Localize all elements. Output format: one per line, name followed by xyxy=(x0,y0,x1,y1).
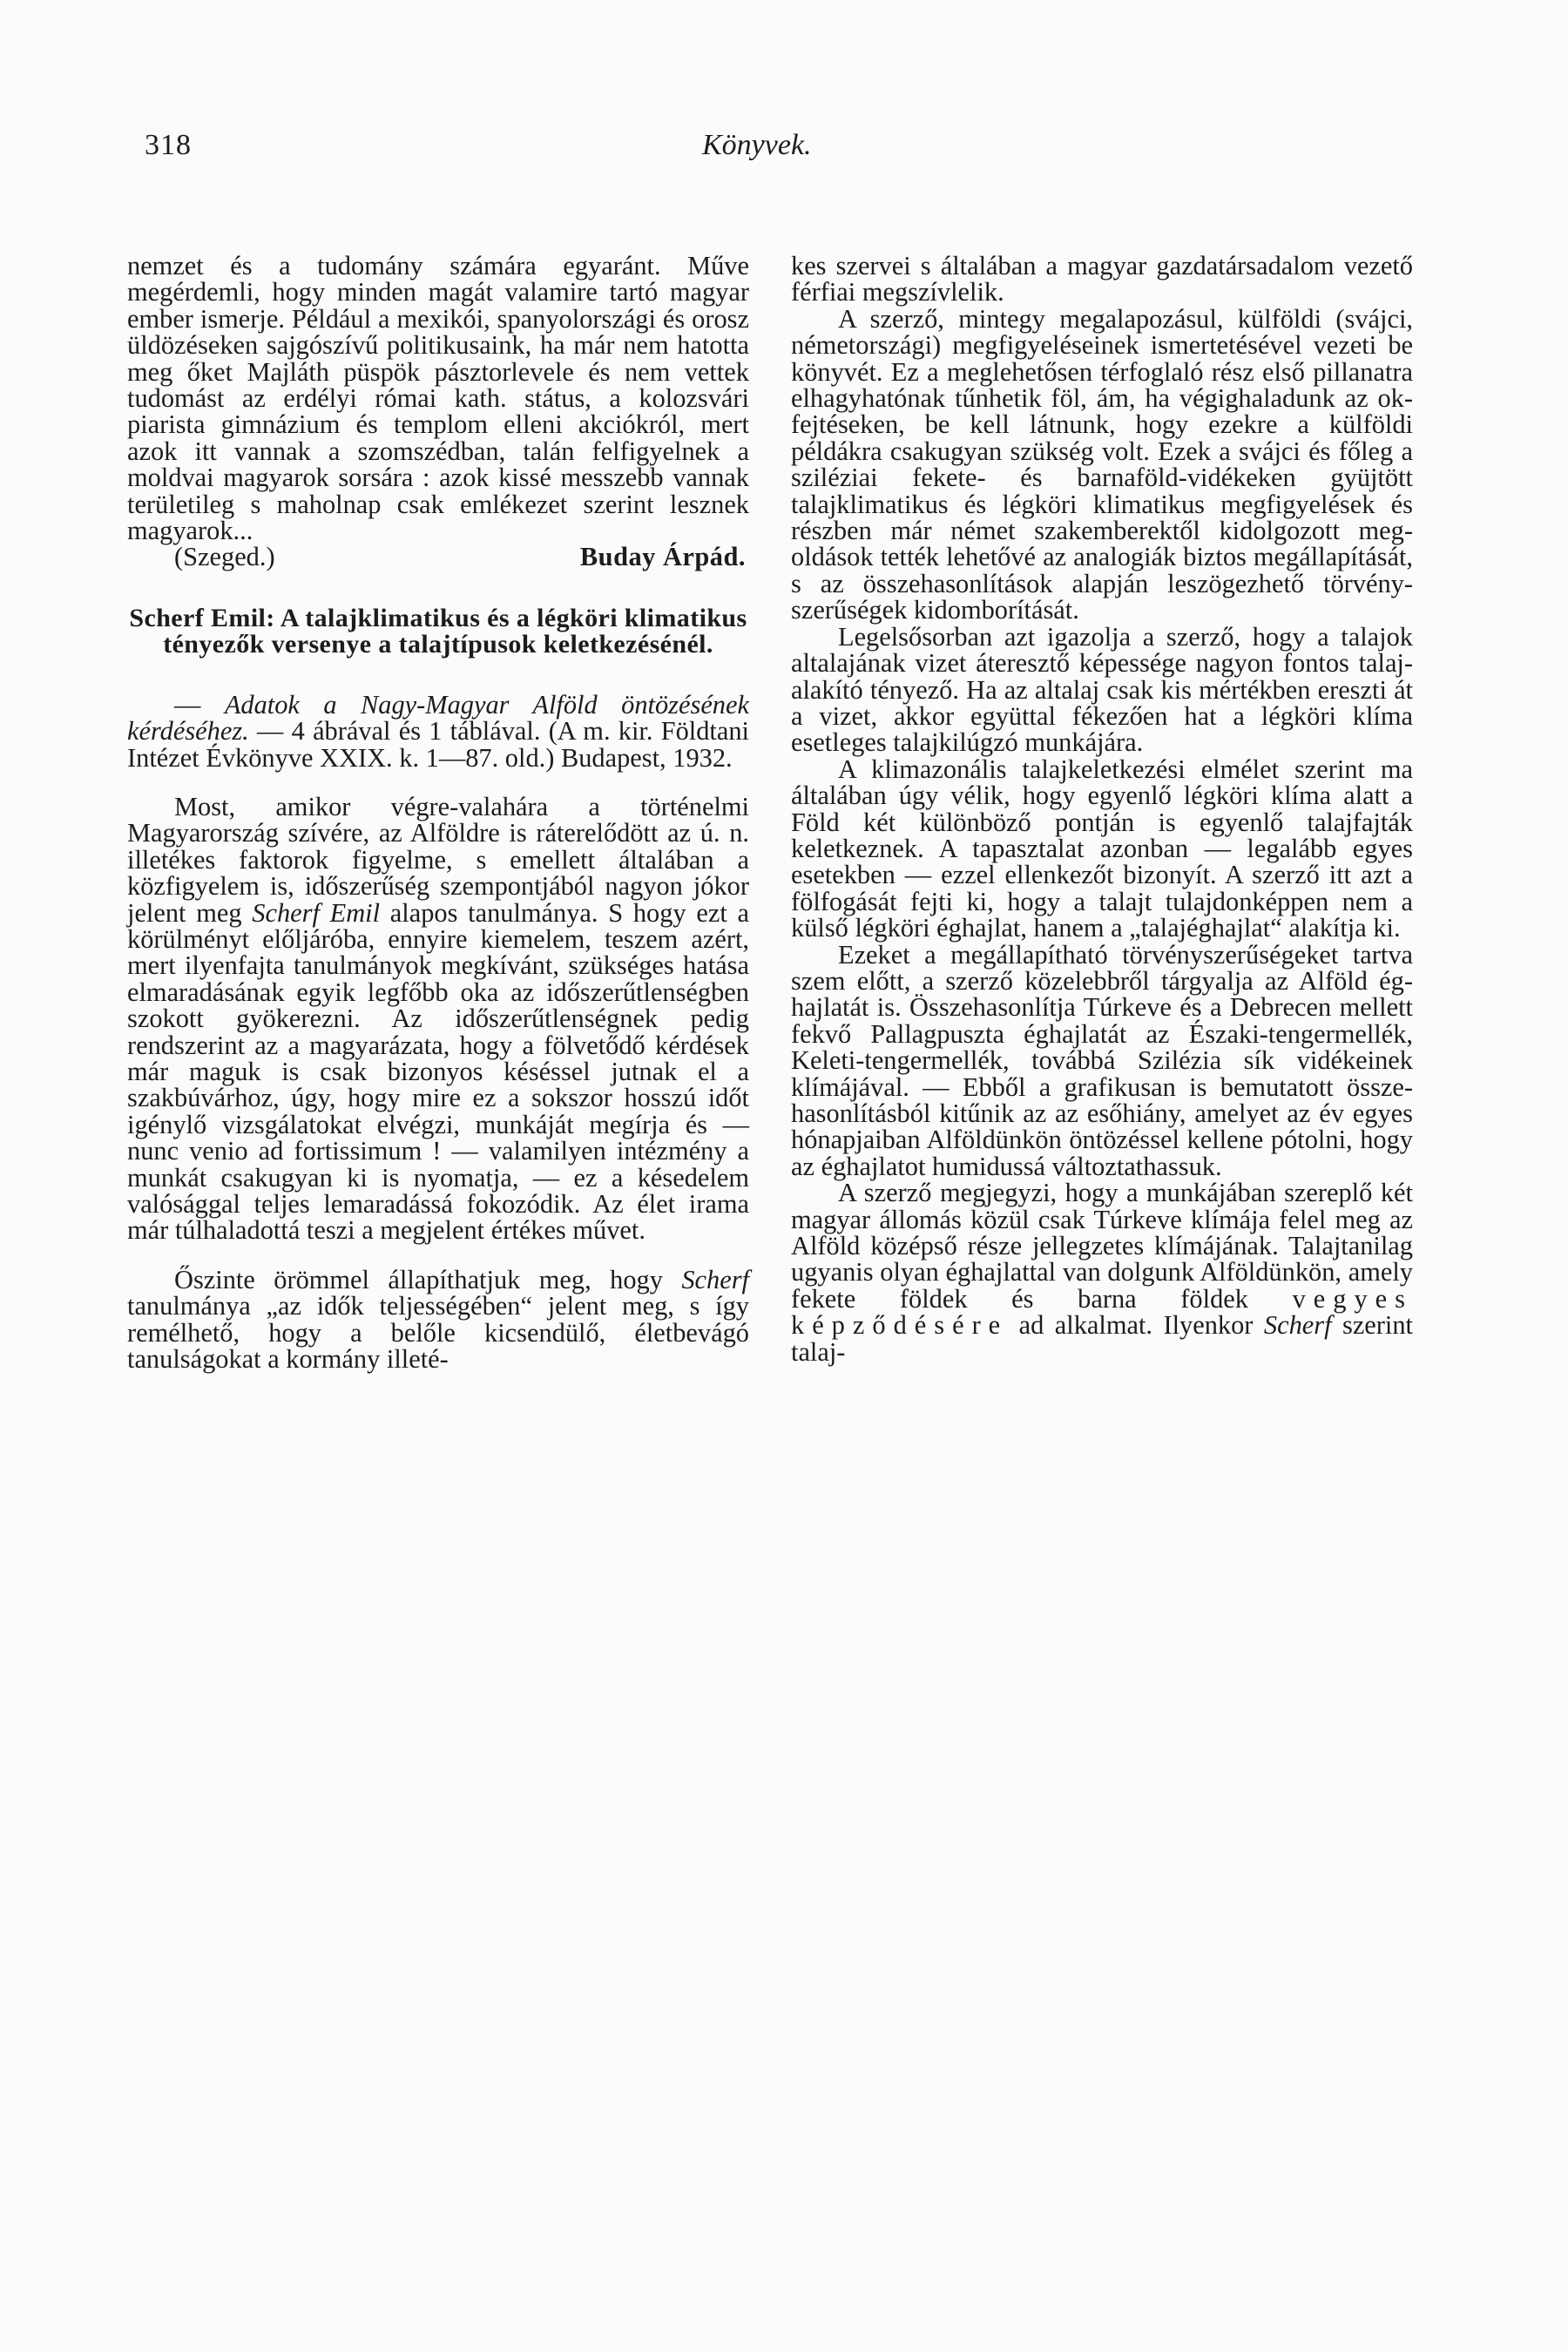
page-number: 318 xyxy=(145,129,192,161)
paragraph: kes szervei s általában a magyar gazdatársadalom vezető férfiai megszívlelik. xyxy=(791,251,1413,308)
signature-author: Buday Árpád. xyxy=(579,542,746,572)
text-run: A szerző megjegyzi, hogy a munkájában szereplő két magyar állomás közül csak Túrkeve klímája felel meg az Alföld középső része jellegzetes klímájának. Talajtanilag ugyanis olyan éghajlattal van dolgunk Alföldünkön, amely fekete földek és barna földek xyxy=(791,1178,1413,1314)
right-column xyxy=(791,253,1413,1365)
paragraph xyxy=(127,791,749,1246)
dash: — xyxy=(174,689,225,720)
paragraph: Ezeket a megállapítható törvényszerűségeket tartva szem előtt, a szerző közelebbről tárgyalja az Alföld éghajlatát is. Összehasonlítja Túrkeve és a Debrecen mellett fekvő Pallagpuszta éghajlatát az Északi-tengermellék, Keleti-tengermellék, továbbá Szilézia sík vidékeinek klímájával. — Ebből a grafikusan is bemutatott összehasonlításból kitűnik az az esőhiány, amelyet az év egyes hónapjaiban Alföldünkön öntözéssel kellene pótolni, hogy az éghajlatot humidussá változtathassuk. xyxy=(791,939,1413,1181)
paragraph: A szerző, mintegy megalapozásul, külföldi (svájci, németországi) megfigyeléseinek ismertetésével vezeti be könyvét. Ez a meglehetősen térfoglaló rész első pillanatra elhagyhatónak tűnhetik föl, ám, ha végighaladunk az okfejtéseken, be kell látnunk, hogy ezekre a külföldi példákra csakugyan szükség volt. Ezek a svájci és főleg a sziléziai fekete- és barnaföld-vidékeken gyüjtött talajklimatikus és légköri klimatikus megfigyelések és részben már német szakemberektől kidolgozott megoldások tették lehetővé az analogiák biztos megállapítását, s az összehasonlítások alapján leszögezhető törvényszerűségek kidomborítását. xyxy=(791,303,1413,625)
text-run: tanulmánya „az idők teljességében“ jelent meg, s így remélhető, hogy a belőle kicsendülő, életbevágó tanulságokat a kormány illeté- xyxy=(127,1291,749,1375)
review-title: Scherf Emil: A talajklimatikus és a légköri klimatikus tényezők versenye a talajtípusok keletkezésénél. xyxy=(129,603,747,659)
text-run: szerint talaj- xyxy=(791,1310,1413,1367)
paragraph xyxy=(127,1264,749,1375)
signature-place: (Szeged.) xyxy=(174,542,275,572)
left-column xyxy=(127,251,749,1375)
author-name: Scherf Emil xyxy=(252,897,381,928)
text-run: Őszinte örömmel állapíthatjuk meg, hogy xyxy=(174,1264,682,1294)
page-header xyxy=(145,129,840,181)
author-name: Scherf xyxy=(1263,1310,1332,1341)
review-subtitle-rest: — 4 ábrával és 1 táblával. (A m. kir. Földtani Intézet Évkönyve XXIX. k. 1—87. old.) Budapest, 1932. xyxy=(127,716,749,773)
text-run: Most, amikor végre-valahára a történelmi Magyarország szívére, az Alföldre is ráterelődött az ú. n. illetékes faktorok figyelme, s emellett általában a közfigyelem is, időszerűség szempontjából nagyon jókor jelent meg xyxy=(127,791,749,928)
paragraph: A klimazonális talajkeletkezési elmélet szerint ma általában úgy vélik, hogy egyenlő légköri klíma alatt a Föld két különböző pontján is egyenlő talajfajták keletkeznek. A tapasztalat azonban — legalább egyes esetekben — ezzel ellenkezőt bizonyít. A szerző itt azt a fölfogását fejti ki, hogy a talajt tulajdonképpen nem a külső légköri éghajlat, hanem a „talajéghajlat“ alakítja ki. xyxy=(791,754,1413,943)
review-subtitle xyxy=(127,689,749,773)
text-run: alapos tanulmánya. S hogy ezt a körülményt előljáróba, ennyire kiemelem, teszem azért, mert ilyenfajta tanulmányok megkívánt, szükséges hatása elmaradásának egyik legfőbb oka az időszerűtlenségben szokott gyökerezni. Az időszerűtlenségnek pedig rendszerint az a magyarázata, hogy a fölvetődő kérdések már maguk is csak bizonyos késéssel jutnak el a szakbúvárhoz, úgy, hogy mire ez a sokszor hosszú időt igénylő vizsgálatokat elvégzi, munkáját megírja és — nunc venio ad fortissimum ! — valamilyen intézmény a munkát csakugyan ki is nyomatja, — ez a késedelem valósággal teljes lemaradássá fokozódik. Az élet irama már túlhaladottá teszi a megjelent értékes művet. xyxy=(127,897,749,1246)
paragraph: nemzet és a tudomány számára egyaránt. Műve megérdemli, hogy minden magát valamire tartó magyar ember ismerje. Például a mexikói, spanyolországi és orosz üldözéseken sajgószívű politikusaink, ha már nem hatotta meg őket Majláth püspök pásztorlevele és nem vettek tudomást az erdélyi római kath. státus, a kolozsvári piarista gimnázium és templom elleni akciókról, mert azok itt vannak a szomszédban, talán felfigyelnek a moldvai magyarok sorsára : azok kissé messzebb vannak területileg s maholnap csak emlékezet szerint lesznek magyarok... xyxy=(127,251,749,546)
text-run: ad alkalmat. Ilyenkor xyxy=(1008,1310,1264,1341)
author-name: Scherf xyxy=(681,1264,749,1294)
review-subtitle-italic: Adatok a Nagy-Magyar Alföld öntözésének kérdéséhez. xyxy=(127,689,749,747)
spaced-emphasis: vegyes képződésére xyxy=(791,1283,1413,1341)
signature-line xyxy=(127,544,749,570)
running-head: Könyvek. xyxy=(702,129,812,161)
paragraph: Legelsősorban azt igazolja a szerző, hogy a talajok altalajának vizet áteresztő képessége nagyon fontos talajalakító tényező. Ha az altalaj csak kis mértékben ereszti át a vizet, akkor együttal fékezően hat a légköri klíma esetleges talajkilúgzó munkájára. xyxy=(791,621,1413,758)
paragraph xyxy=(791,1179,1413,1365)
